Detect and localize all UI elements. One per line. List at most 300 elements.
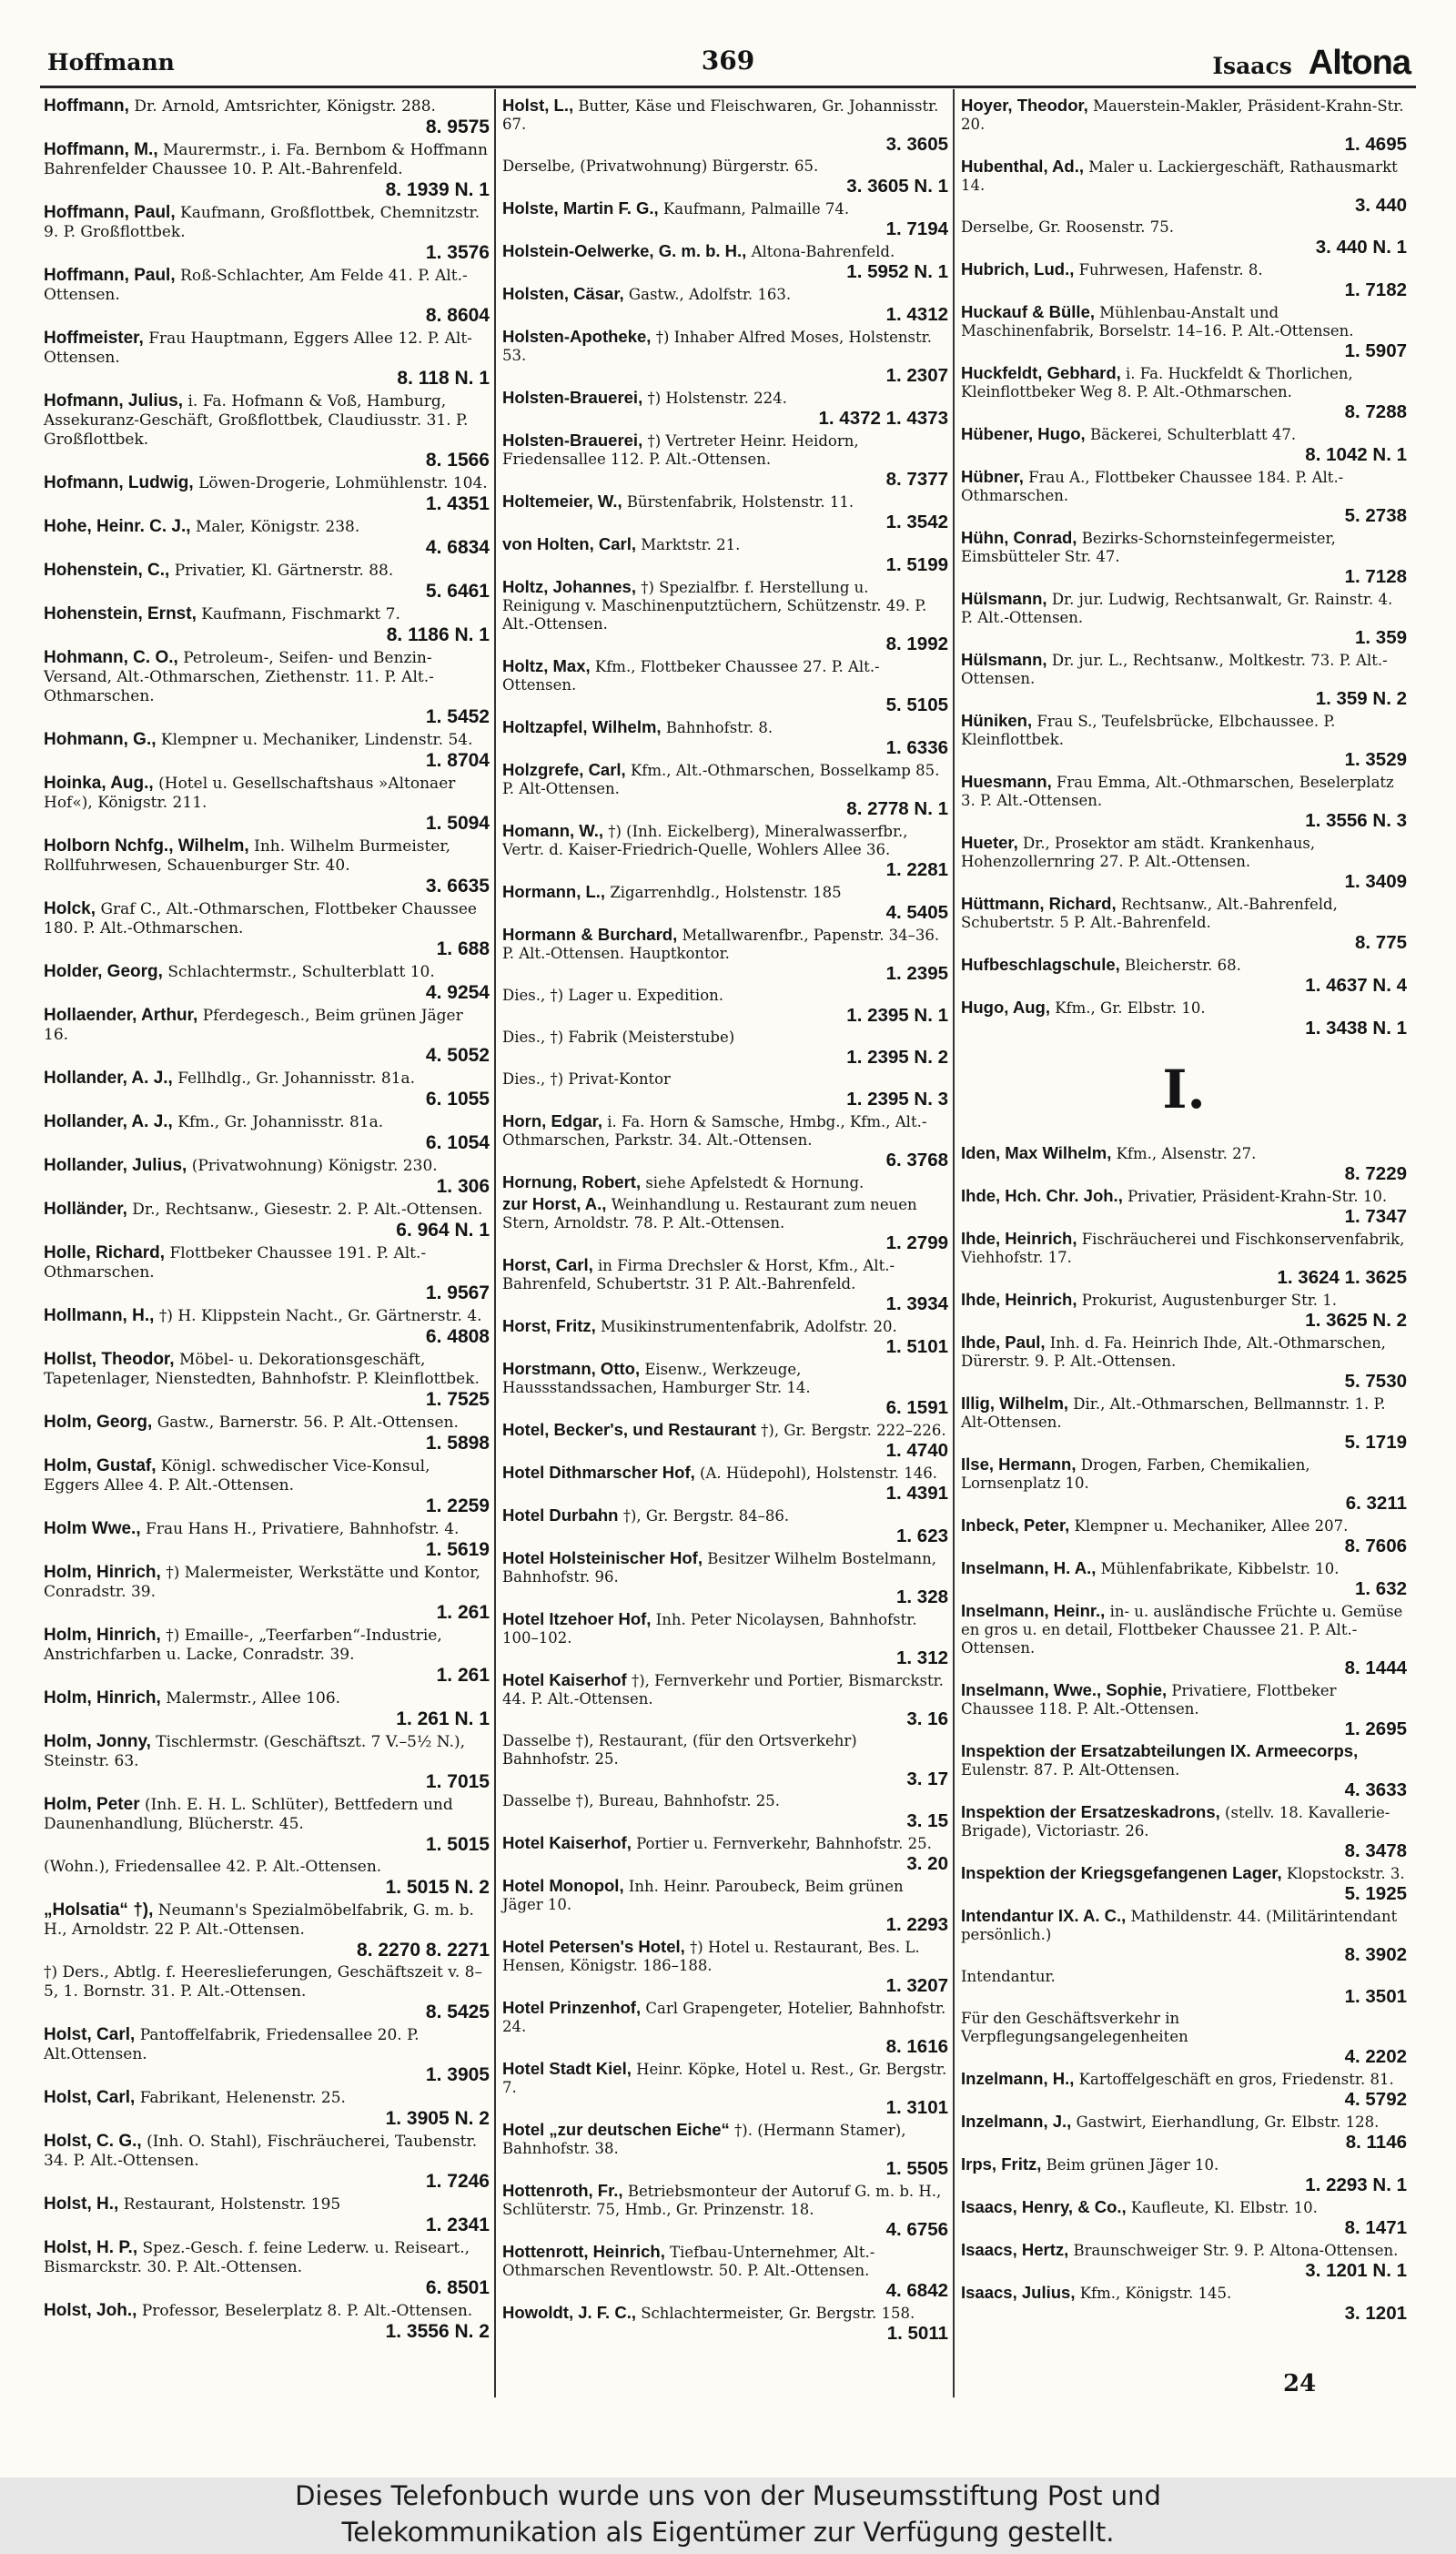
entry-name: Holle, Richard, — [44, 1243, 166, 1262]
directory-entry — [961, 96, 1407, 155]
entry-details: Kaufmann, Fischmarkt 7. — [201, 605, 400, 623]
entry-details: Flottbeker Chaussee 191. P. Alt.-Othmarschen. — [44, 1244, 427, 1282]
phone-number: 3. 16 — [906, 1708, 948, 1729]
entry-details: Roß-Schlachter, Am Felde 41. P. Alt.-Ottensen. — [44, 267, 468, 304]
entry-line — [502, 1464, 948, 1483]
phone-number: 1. 3542 — [885, 512, 948, 532]
directory-entry — [44, 1688, 490, 1729]
phone-number: 4. 6842 — [885, 2280, 948, 2301]
entry-name: Intendantur IX. A. C., — [961, 1906, 1127, 1925]
entry-line — [502, 578, 948, 633]
entry-details: Maler, Königstr. 238. — [195, 518, 360, 536]
directory-entry — [44, 604, 490, 645]
entry-details: Frau A., Flottbeker Chaussee 184. P. Alt.-Othmarschen. — [961, 469, 1344, 504]
entry-details: Bürstenfabrik, Holstenstr. 11. — [626, 493, 854, 511]
entry-details: †), Fernverkehr und Portier, Bismarckstr. 44. P. Alt.-Ottensen. — [502, 1672, 944, 1708]
entry-name: Horstmann, Otto, — [502, 1359, 641, 1378]
entry-name: Hüniken, — [961, 711, 1033, 730]
entry-name: Hugo, Aug, — [961, 998, 1050, 1017]
directory-entry — [44, 329, 490, 389]
directory-entry — [961, 1559, 1407, 1599]
entry-name: Inselmann, H. A., — [961, 1558, 1097, 1577]
phone-number: 1. 4312 — [885, 304, 948, 325]
directory-entry — [961, 773, 1407, 831]
directory-entry — [44, 1200, 490, 1241]
phone-number: 1. 7347 — [1344, 1206, 1407, 1227]
entry-details: i. Fa. Huckfeldt & Thorlichen, Kleinflottbeker Weg 8. P. Alt.-Othmarschen. — [961, 365, 1353, 400]
entry-details: Für den Geschäftsverkehr in Verpflegungsangelegenheiten — [961, 2010, 1188, 2045]
entry-details: Maler u. Lackiergeschäft, Rathausmarkt 14. — [961, 158, 1398, 194]
entry-name: Hotel Holsteinischer Hof, — [502, 1548, 703, 1567]
directory-entry — [44, 1350, 490, 1410]
entry-details: Privatiere, Flottbeker Chaussee 118. P. Alt.-Ottensen. — [961, 1682, 1337, 1718]
directory-entry — [502, 1195, 948, 1253]
entry-line — [961, 895, 1407, 932]
entry-name: Hottenrott, Heinrich, — [502, 2242, 665, 2261]
phone-number: 8. 1186 N. 1 — [386, 624, 490, 645]
entry-details: Dies., †) Privat-Kontor — [502, 1070, 671, 1088]
directory-entry — [961, 1968, 1407, 2007]
column-divider — [494, 89, 496, 2397]
entry-name: Inspektion der Ersatzeskadrons, — [961, 1802, 1220, 1821]
entry-line — [502, 1070, 948, 1089]
entry-line — [44, 2238, 490, 2277]
phone-number: 1. 3556 N. 3 — [1305, 810, 1407, 831]
entry-details: Frau S., Teufelsbrücke, Elbchaussee. P. Kleinflottbek. — [961, 713, 1336, 748]
entry-details: Klempner u. Mechaniker, Lindenstr. 54. — [160, 731, 473, 749]
entry-name: Horst, Carl, — [502, 1255, 593, 1274]
entry-name: Homann, W., — [502, 821, 603, 840]
entry-name: Hohenstein, Ernst, — [44, 604, 197, 623]
phone-number: 1. 4637 N. 4 — [1305, 975, 1407, 996]
entry-details: Dr., Rechtsanw., Giesestr. 2. P. Alt.-Ottensen. — [132, 1201, 483, 1219]
entry-name: Inbeck, Peter, — [961, 1515, 1070, 1535]
entry-details: Kaufmann, Großflottbek, Chemnitzstr. 9. P. Großflottbek. — [44, 204, 480, 241]
directory-entry — [502, 1173, 948, 1192]
entry-line — [961, 157, 1407, 195]
entry-line — [502, 2304, 948, 2323]
section-letter: I. — [1162, 1059, 1206, 1120]
phone-number: 3. 440 — [1355, 195, 1407, 216]
entry-line — [961, 712, 1407, 749]
phone-number: 1. 7525 — [425, 1389, 490, 1410]
phone-number: 5. 2738 — [1344, 505, 1407, 526]
entry-line — [44, 2301, 490, 2321]
entry-name: Holst, H. P., — [44, 2238, 138, 2257]
phone-number: 6. 1054 — [425, 1132, 490, 1153]
phone-number: 8. 9575 — [425, 117, 490, 137]
entry-line — [502, 1360, 948, 1397]
entry-details: Carl Grapengeter, Hotelier, Bahnhofstr. 24. — [502, 2000, 946, 2035]
entry-name: Hubrich, Lud., — [961, 259, 1075, 279]
entry-details: Spez.-Gesch. f. feine Lederw. u. Reiseart., Bismarckstr. 30. P. Alt.-Ottensen. — [44, 2239, 470, 2276]
entry-line — [44, 266, 490, 305]
phone-number: 1. 623 — [896, 1525, 948, 1546]
entry-line — [44, 962, 490, 982]
entry-line — [502, 1792, 948, 1810]
directory-entry — [502, 718, 948, 758]
entry-line — [502, 1173, 948, 1192]
directory-entry — [502, 1792, 948, 1831]
phone-number: 1. 3529 — [1344, 749, 1407, 770]
directory-entry — [44, 730, 490, 771]
entry-line — [961, 1602, 1407, 1657]
directory-entry — [502, 2182, 948, 2240]
entry-details: Metallwarenfbr., Papenstr. 34–36. P. Alt.-Ottensen. Hauptkontor. — [502, 927, 940, 962]
entry-details: †), Gr. Bergstr. 84–86. — [622, 1507, 790, 1525]
phone-number: 1. 7182 — [1344, 279, 1407, 300]
phone-number: 1. 3207 — [885, 1975, 948, 1996]
footer-line-2: Telekommunikation als Eigentümer zur Verfügung gestellt. — [341, 2517, 1115, 2548]
entry-name: Holsten-Brauerei, — [502, 388, 643, 407]
entry-name: Inselmann, Heinr., — [961, 1601, 1106, 1620]
entry-details: †) Emaille-, „Teerfarben“-Industrie, Anstrichfarben u. Lacke, Conradstr. 39. — [44, 1627, 442, 1664]
phone-number: 8. 1042 N. 1 — [1305, 444, 1407, 465]
entry-line — [961, 998, 1407, 1018]
entry-line — [961, 1864, 1407, 1883]
entry-line — [961, 96, 1407, 134]
directory-entry — [961, 1187, 1407, 1227]
directory-entry — [44, 1456, 490, 1516]
entry-line — [502, 157, 948, 176]
directory-entry — [502, 492, 948, 532]
phone-number: 1. 3101 — [885, 2097, 948, 2118]
entry-details: Dasselbe †), Restaurant, (für den Ortsverkehr) Bahnhofstr. 25. — [502, 1732, 857, 1768]
entry-details: Bezirks-Schornsteinfegermeister, Eimsbütteler Str. 47. — [961, 530, 1336, 565]
phone-number: 1. 3624 1. 3625 — [1277, 1267, 1407, 1288]
entry-details: Derselbe, (Privatwohnung) Bürgerstr. 65. — [502, 157, 819, 175]
entry-name: Ihde, Paul, — [961, 1333, 1046, 1352]
directory-entry — [961, 1681, 1407, 1739]
entry-name: Hohmann, C. O., — [44, 648, 178, 667]
directory-entry — [44, 1069, 490, 1110]
entry-line — [502, 1999, 948, 2036]
phone-number: 1. 5952 N. 1 — [846, 261, 948, 282]
entry-line — [44, 329, 490, 368]
entry-line — [961, 218, 1407, 237]
entry-line — [44, 473, 490, 493]
phone-number: 6. 4808 — [425, 1326, 490, 1347]
entry-details: Mühlenfabrikate, Kibbelstr. 10. — [1100, 1560, 1340, 1577]
directory-entry — [961, 1864, 1407, 1904]
phone-number: 1. 261 — [436, 1665, 490, 1686]
directory-entry — [961, 529, 1407, 587]
entry-details: Mühlenbau-Anstalt und Maschinenfabrik, Borselstr. 14–16. P. Alt.-Ottensen. — [961, 304, 1354, 340]
entry-line — [44, 1200, 490, 1220]
phone-number: 8. 7377 — [885, 469, 948, 490]
entry-name: Hotel Kaiserhof — [502, 1670, 627, 1689]
directory-entry — [502, 761, 948, 819]
entry-name: Holm Wwe., — [44, 1519, 141, 1538]
entry-line — [961, 260, 1407, 279]
entry-name: Holsten, Cäsar, — [502, 284, 624, 303]
entry-line — [502, 1834, 948, 1853]
entry-line — [502, 1506, 948, 1525]
entry-line — [961, 1803, 1407, 1840]
entry-details: Altona-Bahrenfeld. — [751, 243, 895, 260]
directory-entry — [502, 1506, 948, 1546]
phone-number: 4. 5052 — [425, 1045, 490, 1066]
entry-line — [502, 1029, 948, 1047]
directory-entry — [961, 425, 1407, 465]
entry-line — [502, 328, 948, 365]
entry-details: Musikinstrumentenfabrik, Adolfstr. 20. — [601, 1318, 897, 1335]
entry-name: Holtz, Max, — [502, 656, 591, 675]
directory-entry — [961, 1144, 1407, 1184]
entry-name: Inspektion der Ersatzabteilungen IX. Armeecorps, — [961, 1741, 1359, 1760]
entry-name: Hoinka, Aug., — [44, 774, 154, 793]
entry-name: Hotel Petersen's Hotel, — [502, 1937, 685, 1956]
phone-number: 1. 2293 N. 1 — [1305, 2174, 1407, 2195]
entry-line — [44, 2025, 490, 2064]
entry-name: Inzelmann, H., — [961, 2069, 1075, 2088]
entry-details: Tischlermstr. (Geschäftszt. 7 V.–5½ N.), Steinstr. 63. — [44, 1733, 466, 1770]
entry-name: Huesmann, — [961, 772, 1052, 791]
phone-number: 8. 7229 — [1344, 1163, 1407, 1184]
directory-entry — [502, 1464, 948, 1504]
entry-line — [44, 648, 490, 706]
phone-number: 4. 9254 — [425, 982, 490, 1003]
entry-line — [502, 2182, 948, 2219]
entry-name: Inselmann, Wwe., Sophie, — [961, 1680, 1168, 1699]
entry-name: Isaacs, Julius, — [961, 2283, 1076, 2302]
entry-line — [961, 468, 1407, 505]
entry-details: in- u. ausländische Früchte u. Gemüse en gros u. en detail, Flottbeker Chaussee 21. P. Alt.-Ottensen. — [961, 1603, 1403, 1657]
header-page-number: 369 — [701, 46, 755, 76]
phone-number: 1. 3905 N. 2 — [385, 2108, 490, 2129]
entry-details: (Inh. O. Stahl), Fischräucherei, Taubenstr. 34. P. Alt.-Ottensen. — [44, 2133, 478, 2170]
entry-details: †) Holstenstr. 224. — [647, 390, 787, 407]
entry-details: (stellv. 18. Kavallerie-Brigade), Victoriastr. 26. — [961, 1804, 1390, 1839]
entry-line — [961, 2284, 1407, 2303]
directory-entry — [502, 657, 948, 715]
entry-name: Ihde, Heinrich, — [961, 1290, 1077, 1309]
entry-details: Mauerstein-Makler, Präsident-Krahn-Str. 20. — [961, 97, 1404, 133]
directory-entry — [502, 96, 948, 155]
phone-number: 4. 6834 — [425, 537, 490, 558]
phone-number: 6. 1055 — [425, 1089, 490, 1110]
entry-name: Hotel, Becker's, und Restaurant — [502, 1420, 756, 1439]
entry-line — [502, 199, 948, 218]
directory-entry — [961, 303, 1407, 361]
directory-entry — [961, 2010, 1407, 2067]
entry-details: Dr., Prosektor am städt. Krankenhaus, Hohenzollernring 27. P. Alt.-Ottensen. — [961, 835, 1316, 870]
entry-name: Hotel Durbahn — [502, 1505, 619, 1525]
phone-number: 1. 5101 — [885, 1336, 948, 1357]
entry-details: Frau Emma, Alt.-Othmarschen, Beselerplatz 3. P. Alt.-Ottensen. — [961, 774, 1394, 809]
entry-name: Ihde, Heinrich, — [961, 1229, 1077, 1248]
phone-number: 1. 3576 — [425, 242, 490, 263]
header-left-name: Hoffmann — [47, 49, 175, 76]
entry-details: (Wohn.), Friedensallee 42. P. Alt.-Ottensen. — [44, 1858, 382, 1876]
directory-entry — [502, 1999, 948, 2057]
directory-entry — [502, 2121, 948, 2179]
entry-details: Betriebsmonteur der Autoruf G. m. b. H., Schlüterstr. 75, Hmb., Gr. Prinzenstr. 18. — [502, 2183, 942, 2218]
phone-number: 1. 5015 N. 2 — [385, 1877, 490, 1898]
entry-line — [502, 242, 948, 261]
entry-line — [502, 926, 948, 963]
entry-name: Holstein-Oelwerke, G. m. b. H., — [502, 241, 747, 260]
phone-number: 8. 2270 8. 2271 — [357, 1940, 490, 1961]
entry-name: Hotel Monopol, — [502, 1876, 624, 1895]
entry-details: i. Fa. Hofmann & Voß, Hamburg, Assekuranz-Geschäft, Großflottbek, Claudiusstr. 31. P. Großflottbek. — [44, 392, 469, 449]
entry-line — [502, 1610, 948, 1647]
entry-line — [502, 2060, 948, 2097]
entry-name: Hollander, Julius, — [44, 1156, 187, 1175]
entry-line — [44, 1688, 490, 1708]
entry-details: Bäckerei, Schulterblatt 47. — [1089, 426, 1297, 443]
entry-details: †). (Hermann Stamer), Bahnhofstr. 38. — [502, 2122, 906, 2157]
entry-details: †) Vertreter Heinr. Heidorn, Friedensallee 112. P. Alt.-Ottensen. — [502, 432, 859, 468]
entry-details: Mathildenstr. 44. (Militärintendant persönlich.) — [961, 1908, 1398, 1943]
directory-entry — [961, 1602, 1407, 1678]
directory-entry — [502, 431, 948, 490]
entry-details: Frau Hauptmann, Eggers Allee 12. P. Alt-Ottensen. — [44, 329, 472, 367]
directory-entry — [44, 648, 490, 727]
entry-name: Holsten-Brauerei, — [502, 431, 643, 450]
phone-number: 1. 3556 N. 2 — [385, 2321, 490, 2342]
phone-number: 1. 5199 — [885, 554, 948, 575]
entry-details: Professor, Beselerplatz 8. P. Alt.-Ottensen. — [141, 2302, 473, 2320]
entry-name: Holtz, Johannes, — [502, 577, 636, 596]
phone-number: 3. 20 — [906, 1853, 948, 1874]
entry-details: Bleicherstr. 68. — [1125, 957, 1241, 974]
entry-details: Pantoffelfabrik, Friedensallee 20. P. Alt.Ottensen. — [44, 2026, 420, 2063]
phone-number: 1. 2395 N. 3 — [846, 1089, 948, 1110]
phone-number: 8. 2778 N. 1 — [846, 798, 948, 819]
phone-number: 1. 328 — [896, 1586, 948, 1607]
entry-line — [961, 2198, 1407, 2217]
entry-details: Dir., Alt.-Othmarschen, Bellmannstr. 1. P. Alt-Ottensen. — [961, 1395, 1386, 1431]
entry-name: Hollst, Theodor, — [44, 1350, 175, 1369]
entry-name: Holst, L., — [502, 96, 574, 115]
directory-entry — [44, 96, 490, 137]
directory-entry — [44, 391, 490, 471]
entry-name: Hohenstein, C., — [44, 561, 170, 580]
directory-entry — [44, 2238, 490, 2298]
entry-line — [961, 2155, 1407, 2174]
directory-entry — [502, 1938, 948, 1996]
entry-name: Howoldt, J. F. C., — [502, 2303, 636, 2322]
directory-entry — [44, 1858, 490, 1898]
entry-details: Butter, Käse und Fleischwaren, Gr. Johannisstr. 67. — [502, 97, 939, 133]
entry-line — [961, 1230, 1407, 1267]
entry-details: Gastw., Barnerstr. 56. P. Alt.-Ottensen. — [157, 1414, 459, 1432]
entry-name: Huckauf & Bülle, — [961, 302, 1095, 321]
phone-number: 1. 9567 — [425, 1282, 490, 1303]
header-rule — [40, 86, 1416, 88]
phone-number: 1. 261 — [436, 1602, 490, 1623]
phone-number: 1. 2395 N. 2 — [846, 1047, 948, 1068]
directory-entry — [502, 389, 948, 429]
directory-entry — [961, 2284, 1407, 2324]
entry-details: Petroleum-, Seifen- und Benzin-Versand, Alt.-Othmarschen, Ziethenstr. 11. P. Alt.-Othmarschen. — [44, 649, 434, 705]
entry-details: Klopstockstr. 3. — [1286, 1865, 1405, 1882]
directory-entry — [44, 2088, 490, 2129]
entry-line — [502, 1195, 948, 1232]
entry-line — [961, 1187, 1407, 1206]
entry-line — [502, 1671, 948, 1708]
entry-line — [44, 1519, 490, 1539]
entry-details: Kfm., Königstr. 145. — [1079, 2285, 1232, 2302]
entry-line — [502, 1256, 948, 1293]
column-divider — [953, 89, 955, 2397]
phone-number: 8. 775 — [1355, 932, 1407, 953]
entry-details: Möbel- u. Dekorationsgeschäft, Tapetenlager, Nienstedten, Bahnhofstr. P. Kleinflottbek. — [44, 1351, 480, 1388]
directory-entry — [961, 895, 1407, 953]
entry-name: Hormann & Burchard, — [502, 925, 678, 944]
entry-details: Pferdegesch., Beim grünen Jäger 16. — [44, 1007, 463, 1044]
entry-name: Hofmann, Ludwig, — [44, 473, 194, 492]
directory-entry — [502, 987, 948, 1026]
directory-entry — [44, 1626, 490, 1686]
entry-line — [961, 1394, 1407, 1432]
phone-number: 3. 15 — [906, 1810, 948, 1831]
directory-entry — [502, 1317, 948, 1357]
phone-number: 1. 5015 — [425, 1834, 490, 1855]
entry-details: †) Spezialfbr. f. Herstellung u. Reinigung v. Maschinenputztüchern, Schützenstr. 49. P. Alt.-Ottensen. — [502, 579, 927, 633]
entry-details: Derselbe, Gr. Roosenstr. 75. — [961, 218, 1175, 236]
directory-entry — [44, 517, 490, 558]
phone-number: 4. 6756 — [885, 2219, 948, 2240]
entry-details: Gastwirt, Eierhandlung, Gr. Elbstr. 128. — [1076, 2113, 1380, 2131]
entry-details: Dr. jur. Ludwig, Rechtsanwalt, Gr. Rainstr. 4. P. Alt.-Ottensen. — [961, 591, 1393, 626]
directory-entry — [44, 1306, 490, 1347]
phone-number: 1. 2259 — [425, 1495, 490, 1516]
entry-details: †) Hotel u. Restaurant, Bes. L. Hensen, Königstr. 186–188. — [502, 1939, 920, 1974]
phone-number: 4. 5405 — [885, 902, 948, 923]
phone-number: 1. 2799 — [885, 1232, 948, 1253]
sheet-number: 24 — [1283, 2370, 1317, 2397]
entry-line — [502, 1732, 948, 1769]
phone-number: 1. 5907 — [1344, 340, 1407, 361]
phone-number: 3. 1201 N. 1 — [1305, 2260, 1407, 2281]
entry-name: Irps, Fritz, — [961, 2154, 1042, 2174]
entry-details: Privatier, Kl. Gärtnerstr. 88. — [174, 562, 394, 580]
entry-line — [502, 761, 948, 798]
directory-entry — [502, 883, 948, 923]
phone-number: 1. 4372 1. 4373 — [818, 408, 948, 429]
entry-details: Weinhandlung u. Restaurant zum neuen Stern, Arnoldstr. 78. P. Alt.-Ottensen. — [502, 1196, 917, 1231]
entry-name: Hohe, Heinr. C. J., — [44, 517, 191, 536]
entry-details: siehe Apfelstedt & Hornung. — [645, 1174, 864, 1191]
entry-details: Privatier, Präsident-Krahn-Str. 10. — [1127, 1188, 1388, 1205]
entry-details: Heinr. Köpke, Hotel u. Rest., Gr. Bergstr. 7. — [502, 2061, 947, 2096]
entry-details: Dasselbe †), Bureau, Bahnhofstr. 25. — [502, 1792, 780, 1809]
directory-entry — [44, 1156, 490, 1197]
entry-name: Hoyer, Theodor, — [961, 96, 1088, 115]
entry-details: †) Inhaber Alfred Moses, Holstenstr. 53. — [502, 329, 932, 364]
entry-line — [502, 2243, 948, 2280]
phone-number: 1. 7194 — [885, 218, 948, 239]
directory-entry — [44, 2025, 490, 2085]
directory-entry — [961, 1907, 1407, 1965]
entry-name: Hotel Dithmarscher Hof, — [502, 1463, 695, 1482]
entry-line — [44, 836, 490, 876]
directory-entry — [44, 1243, 490, 1303]
phone-number: 1. 261 N. 1 — [396, 1708, 490, 1729]
directory-entry — [502, 2243, 948, 2301]
entry-details: Kaufleute, Kl. Elbstr. 10. — [1130, 2199, 1318, 2216]
entry-name: Holm, Georg, — [44, 1413, 153, 1432]
entry-details: Inh. d. Fa. Heinrich Ihde, Alt.-Othmarschen, Dürerstr. 9. P. Alt.-Ottensen. — [961, 1334, 1386, 1370]
directory-entry — [502, 2304, 948, 2344]
entry-name: Hotel Itzehoer Hof, — [502, 1609, 652, 1628]
entry-line — [961, 1559, 1407, 1578]
directory-entry — [502, 926, 948, 984]
entry-name: Holm, Peter — [44, 1795, 140, 1814]
directory-entry — [44, 1112, 490, 1153]
